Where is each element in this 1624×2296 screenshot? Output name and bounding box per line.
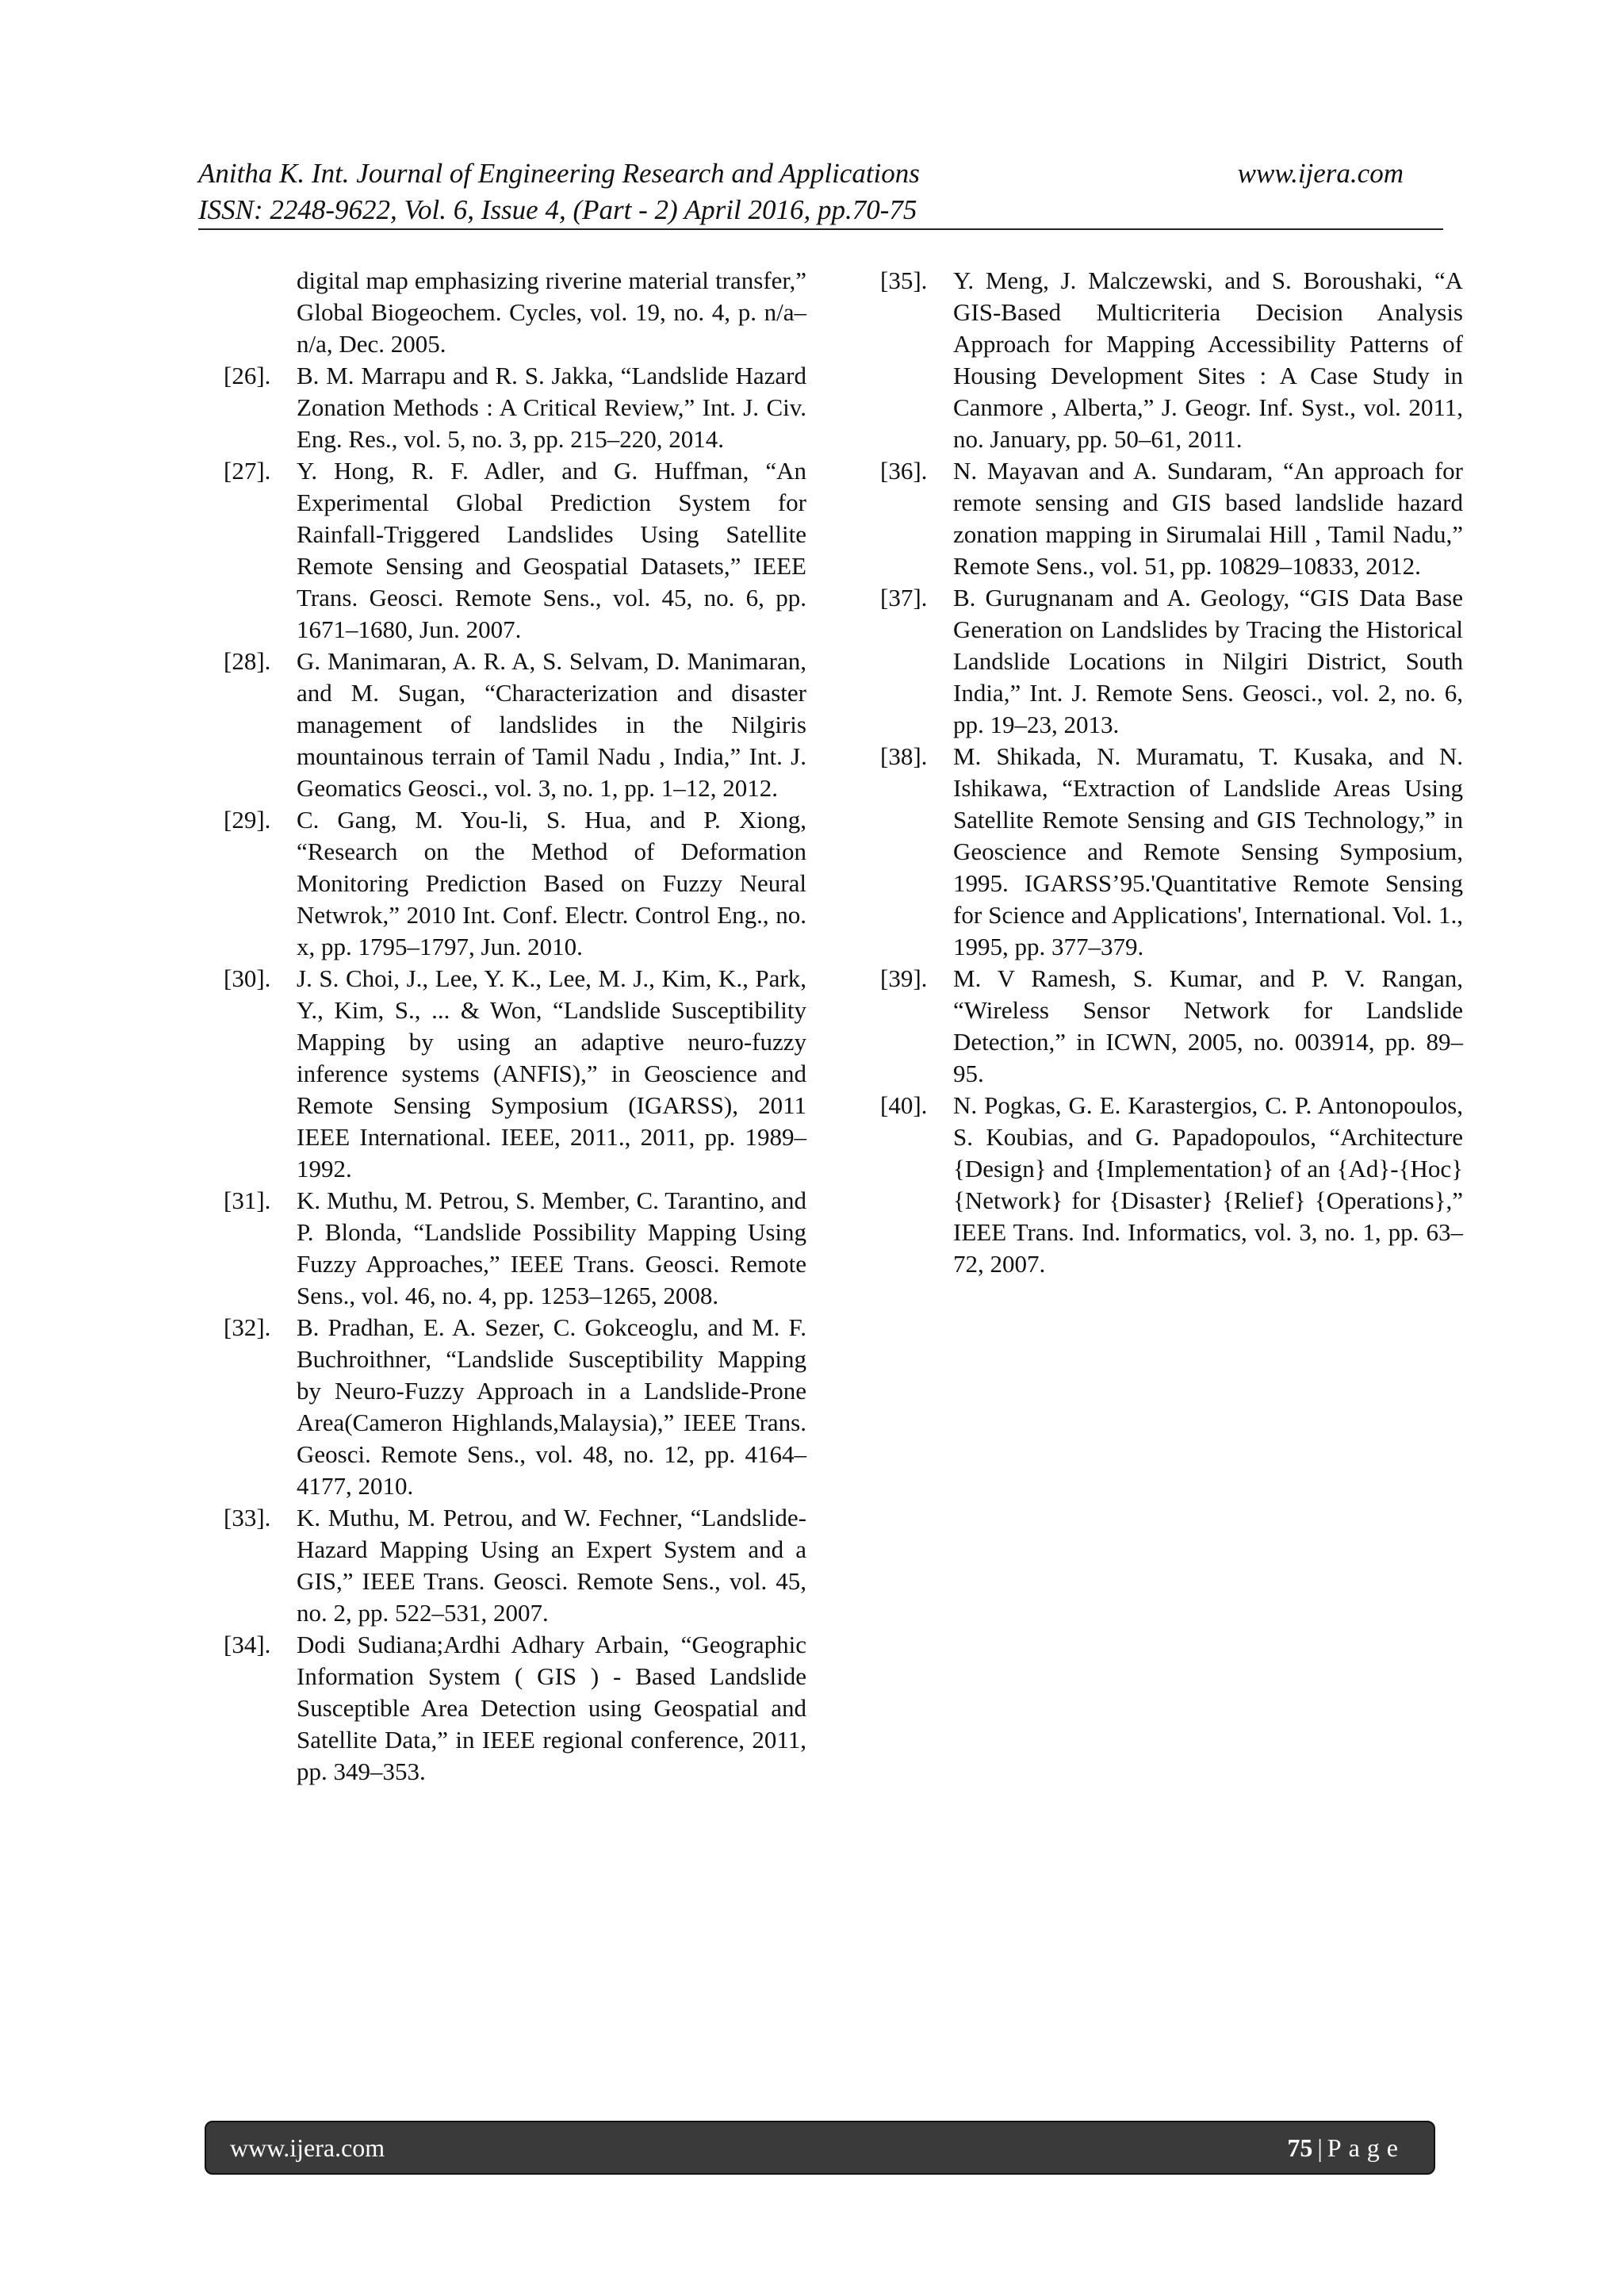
reference-number: [36].	[880, 457, 928, 485]
reference-text: N. Mayavan and A. Sundaram, “An approach for remote sensing and GIS based landslide hazard zonation mapping in Sirumalai Hill , Tamil Nadu,” Remote Sens., vol. 51, pp. 10829–10833, 2012.	[953, 457, 1463, 580]
reference-item	[224, 804, 806, 963]
reference-item	[880, 582, 1463, 741]
reference-item	[880, 741, 1463, 963]
reference-item	[224, 455, 806, 646]
reference-text: digital map emphasizing riverine material transfer,” Global Biogeochem. Cycles, vol. 19, no. 4, p. n/a–n/a, Dec. 2005.	[297, 266, 806, 358]
reference-text: Y. Hong, R. F. Adler, and G. Huffman, “An Experimental Global Prediction System for Rainfall-Triggered Landslides Using Satellite Remote Sensing and Geospatial Datasets,” IEEE Trans. Geosci. Remote Sens., vol. 45, no. 6, pp. 1671–1680, Jun. 2007.	[297, 457, 806, 643]
header-line-1	[198, 155, 1443, 192]
running-header	[198, 155, 1443, 228]
header-line-2	[198, 192, 1443, 228]
reference-item	[224, 360, 806, 455]
reference-text: B. Pradhan, E. A. Sezer, C. Gokceoglu, and M. F. Buchroithner, “Landslide Susceptibility Mapping by Neuro-Fuzzy Approach in a Landslide-Prone Area(Cameron Highlands,Malaysia),” IEEE Trans. Geosci. Remote Sens., vol. 48, no. 12, pp. 4164–4177, 2010.	[297, 1313, 806, 1500]
reference-text: K. Muthu, M. Petrou, S. Member, C. Tarantino, and P. Blonda, “Landslide Possibility Mapping Using Fuzzy Approaches,” IEEE Trans. Geosci. Remote Sens., vol. 46, no. 4, pp. 1253–1265, 2008.	[297, 1186, 806, 1309]
reference-text: Y. Meng, J. Malczewski, and S. Boroushaki, “A GIS-Based Multicriteria Decision Analysis Approach for Mapping Accessibility Patterns of Housing Development Sites : A Case Study in Canmore , Alberta,” J. Geogr. Inf. Syst., vol. 2011, no. January, pp. 50–61, 2011.	[953, 266, 1463, 453]
page-word: Page	[1327, 2133, 1405, 2162]
reference-number: [40].	[880, 1091, 928, 1119]
reference-number: [35].	[880, 266, 928, 294]
reference-number: [29].	[224, 806, 271, 834]
issn-volume-info: ISSN: 2248-9622, Vol. 6, Issue 4, (Part - 2) April 2016, pp.70-75	[198, 194, 917, 225]
reference-item	[224, 1502, 806, 1629]
reference-item	[880, 1090, 1463, 1280]
reference-item	[224, 646, 806, 804]
references-left-column	[224, 265, 806, 1788]
page-separator: |	[1317, 2133, 1323, 2162]
reference-text: B. M. Marrapu and R. S. Jakka, “Landslide Hazard Zonation Methods : A Critical Review,” Int. J. Civ. Eng. Res., vol. 5, no. 3, pp. 215–220, 2014.	[297, 362, 806, 453]
references-right-column	[880, 265, 1463, 1280]
footer-url: www.ijera.com	[230, 2133, 385, 2162]
page-footer	[205, 2121, 1435, 2175]
reference-text: C. Gang, M. You-li, S. Hua, and P. Xiong, “Research on the Method of Deformation Monitoring Prediction Based on Fuzzy Neural Netwrok,” 2010 Int. Conf. Electr. Control Eng., no. x, pp. 1795–1797, Jun. 2010.	[297, 806, 806, 960]
reference-text: G. Manimaran, A. R. A, S. Selvam, D. Manimaran, and M. Sugan, “Characterization and disaster management of landslides in the Nilgiris mountainous terrain of Tamil Nadu , India,” Int. J. Geomatics Geosci., vol. 3, no. 1, pp. 1–12, 2012.	[297, 647, 806, 802]
reference-text: M. V Ramesh, S. Kumar, and P. V. Rangan, “Wireless Sensor Network for Landslide Detection,” in ICWN, 2005, no. 003914, pp. 89–95.	[953, 964, 1463, 1087]
reference-text: Dodi Sudiana;Ardhi Adhary Arbain, “Geographic Information System ( GIS ) - Based Landslide Susceptible Area Detection using Geospatial and Satellite Data,” in IEEE regional conference, 2011, pp. 349–353.	[297, 1631, 806, 1785]
reference-item	[880, 455, 1463, 582]
reference-text: K. Muthu, M. Petrou, and W. Fechner, “Landslide-Hazard Mapping Using an Expert System and a GIS,” IEEE Trans. Geosci. Remote Sens., vol. 45, no. 2, pp. 522–531, 2007.	[297, 1504, 806, 1627]
reference-number: [27].	[224, 457, 271, 485]
reference-item	[880, 265, 1463, 455]
reference-item	[224, 265, 806, 360]
reference-number: [32].	[224, 1313, 271, 1341]
journal-url: www.ijera.com	[1237, 158, 1404, 189]
reference-number: [34].	[224, 1631, 271, 1658]
reference-number: [26].	[224, 362, 271, 389]
reference-text: M. Shikada, N. Muramatu, T. Kusaka, and N. Ishikawa, “Extraction of Landslide Areas Using Satellite Remote Sensing and GIS Technology,” in Geoscience and Remote Sensing Symposium, 1995. IGARSS’95.'Quantitative Remote Sensing for Science and Applications', International. Vol. 1., 1995, pp. 377–379.	[953, 742, 1463, 960]
reference-number	[224, 265, 297, 360]
reference-number: [30].	[224, 964, 271, 992]
reference-number: [39].	[880, 964, 928, 992]
reference-number: [31].	[224, 1186, 271, 1214]
reference-item	[880, 963, 1463, 1090]
header-divider	[198, 228, 1443, 230]
reference-item	[224, 1629, 806, 1788]
reference-number: [28].	[224, 647, 271, 675]
reference-number: [38].	[880, 742, 928, 770]
reference-text: N. Pogkas, G. E. Karastergios, C. P. Antonopoulos, S. Koubias, and G. Papadopoulos, “Architecture {Design} and {Implementation} of an {Ad}-{Hoc} {Network} for {Disaster} {Relief} {Operations},” IEEE Trans. Ind. Informatics, vol. 3, no. 1, pp. 63–72, 2007.	[953, 1091, 1463, 1278]
reference-number: [37].	[880, 584, 928, 611]
reference-item	[224, 1312, 806, 1502]
reference-number: [33].	[224, 1504, 271, 1531]
reference-text: J. S. Choi, J., Lee, Y. K., Lee, M. J., Kim, K., Park, Y., Kim, S., ... & Won, “Landslide Susceptibility Mapping by using an adaptive neuro-fuzzy inference systems (ANFIS),” in Geoscience and Remote Sensing Symposium (IGARSS), 2011 IEEE International. IEEE, 2011., 2011, pp. 1989–1992.	[297, 964, 806, 1182]
reference-item	[224, 1185, 806, 1312]
reference-text: B. Gurugnanam and A. Geology, “GIS Data Base Generation on Landslides by Tracing the Historical Landslide Locations in Nilgiri District, South India,” Int. J. Remote Sens. Geosci., vol. 2, no. 6, pp. 19–23, 2013.	[953, 584, 1463, 738]
reference-item	[224, 963, 806, 1185]
page-number: 75	[1287, 2133, 1313, 2162]
journal-title: Anitha K. Int. Journal of Engineering Research and Applications	[198, 158, 920, 189]
page-indicator	[1287, 2133, 1405, 2163]
